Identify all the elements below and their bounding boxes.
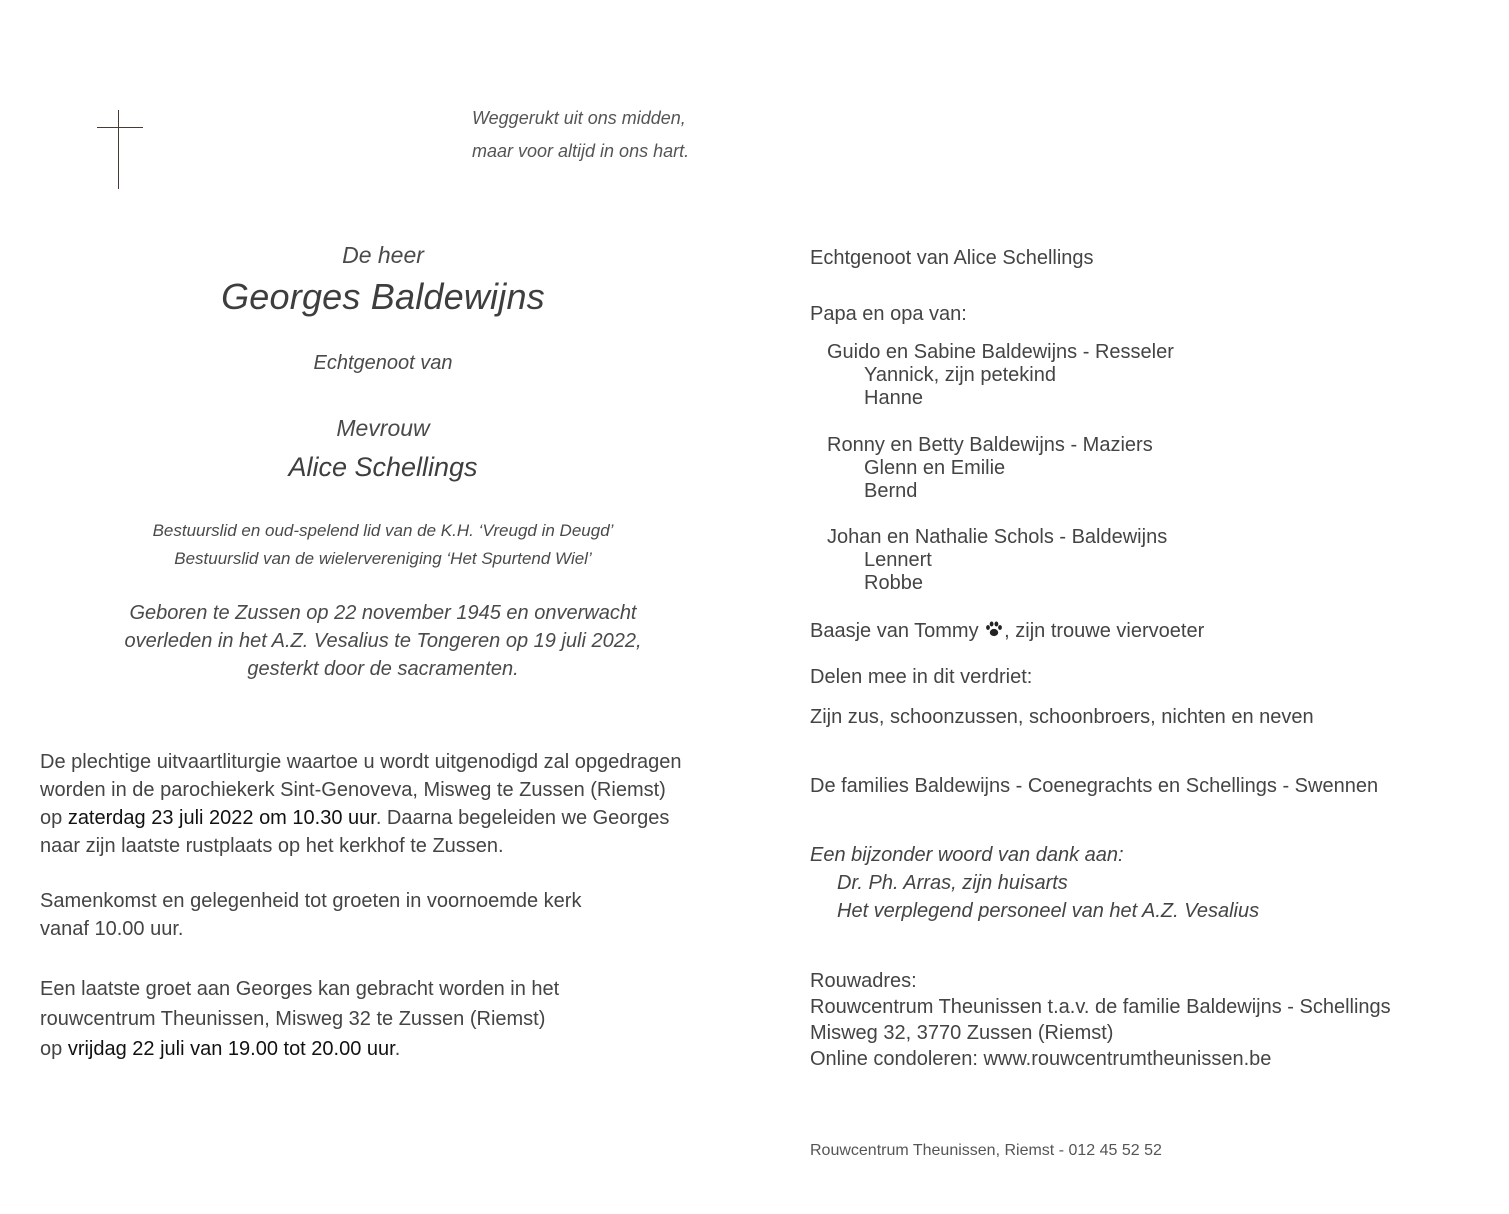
farewell-line-1: Een laatste groet aan Georges kan gebracht worden in het — [40, 978, 560, 1000]
group-1-child-2: Hanne — [864, 387, 923, 409]
pet-line — [810, 619, 1490, 643]
pet-before: Baasje van Tommy — [810, 620, 985, 642]
gathering-line-2: vanaf 10.00 uur. — [40, 918, 184, 940]
farewell-line-2: rouwcentrum Theunissen, Misweg 32 te Zussen (Riemst) — [40, 1008, 546, 1030]
address-line-2: Misweg 32, 3770 Zussen (Riemst) — [810, 1022, 1114, 1044]
motto-line-2: maar voor altijd in ons hart. — [472, 141, 690, 161]
group-3-child-1: Lennert — [864, 549, 932, 571]
spouse-salutation: Mevrouw — [336, 415, 430, 441]
ceremony-paragraph — [40, 748, 740, 860]
birth-line-3: gesterkt door de sacramenten. — [247, 658, 519, 680]
roles — [40, 517, 726, 573]
farewell-line-3 — [40, 1034, 740, 1064]
ceremony-line-3 — [40, 804, 740, 832]
group-2-parents: Ronny en Betty Baldewijns - Maziers — [827, 434, 1153, 456]
farewell-paragraph — [40, 974, 740, 1064]
ceremony-after: . Daarna begeleiden we Georges — [375, 807, 670, 829]
group-2-child-1: Glenn en Emilie — [864, 457, 1006, 479]
address-section — [810, 968, 1490, 1072]
deceased-salutation: De heer — [342, 242, 424, 268]
gathering-paragraph — [40, 887, 740, 943]
ceremony-line-1: De plechtige uitvaartliturgie waartoe u wordt uitgenodigd zal opgedragen — [40, 751, 682, 773]
role-line-2: Bestuurslid van de wielervereniging ‘Het Spurtend Wiel’ — [174, 549, 592, 568]
group-1-parents: Guido en Sabine Baldewijns - Resseler — [827, 341, 1174, 363]
address-line-3: Online condoleren: www.rouwcentrumtheunissen.be — [810, 1048, 1272, 1070]
thanks-line-1: Dr. Ph. Arras, zijn huisarts — [837, 872, 1068, 894]
paw-icon — [984, 619, 1004, 639]
papa-line: Papa en opa van: — [810, 303, 967, 325]
group-2-child-2: Bernd — [864, 480, 918, 502]
thanks-line-2: Het verplegend personeel van het A.Z. Vesalius — [837, 900, 1260, 922]
birth-line-2: overleden in het A.Z. Vesalius te Tongeren op 19 juli 2022, — [124, 630, 642, 652]
group-3-parents: Johan en Nathalie Schols - Baldewijns — [827, 526, 1168, 548]
spouse-line: Echtgenoot van Alice Schellings — [810, 247, 1094, 269]
farewell-op: op — [40, 1038, 68, 1060]
motto-line-1: Weggerukt uit ons midden, — [472, 108, 686, 128]
birth-line-1: Geboren te Zussen op 22 november 1945 en onverwacht — [129, 602, 637, 624]
ceremony-date: zaterdag 23 juli 2022 om 10.30 uur — [67, 807, 376, 829]
farewell-date: vrijdag 22 juli van 19.00 tot 20.00 uur — [67, 1038, 395, 1060]
relation-label: Echtgenoot van — [313, 352, 453, 374]
family-group-1 — [810, 341, 1490, 410]
family-group-2 — [810, 434, 1490, 503]
ceremony-line-4: naar zijn laatste rustplaats op het kerkhof te Zussen. — [40, 835, 504, 857]
thanks-section — [810, 841, 1490, 925]
motto — [472, 102, 772, 168]
farewell-end: . — [394, 1038, 401, 1060]
group-1-child-1: Yannick, zijn petekind — [864, 364, 1056, 386]
address-line-1: Rouwcentrum Theunissen t.a.v. de familie Baldewijns - Schellings — [810, 996, 1391, 1018]
spouse-name: Alice Schellings — [288, 452, 478, 482]
families-line: De families Baldewijns - Coenegrachts en Schellings - Swennen — [810, 775, 1379, 797]
siblings-line: Zijn zus, schoonzussen, schoonbroers, nichten en neven — [810, 706, 1314, 728]
share-line: Delen mee in dit verdriet: — [810, 666, 1033, 688]
pet-after: , zijn trouwe viervoeter — [1004, 620, 1205, 642]
footer: Rouwcentrum Theunissen, Riemst - 012 45 52 52 — [810, 1142, 1162, 1159]
address-label: Rouwadres: — [810, 970, 917, 992]
thanks-heading: Een bijzonder woord van dank aan: — [810, 844, 1124, 866]
group-3-child-2: Robbe — [864, 572, 923, 594]
gathering-line-1: Samenkomst en gelegenheid tot groeten in voornoemde kerk — [40, 890, 582, 912]
family-group-3 — [810, 526, 1490, 595]
birth-death-info — [40, 599, 726, 683]
ceremony-op: op — [40, 807, 68, 829]
deceased-name: Georges Baldewijns — [221, 276, 545, 317]
role-line-1: Bestuurslid en oud-spelend lid van de K.H. ‘Vreugd in Deugd’ — [152, 521, 614, 540]
ceremony-line-2: worden in de parochiekerk Sint-Genoveva, Misweg te Zussen (Riemst) — [40, 779, 666, 801]
